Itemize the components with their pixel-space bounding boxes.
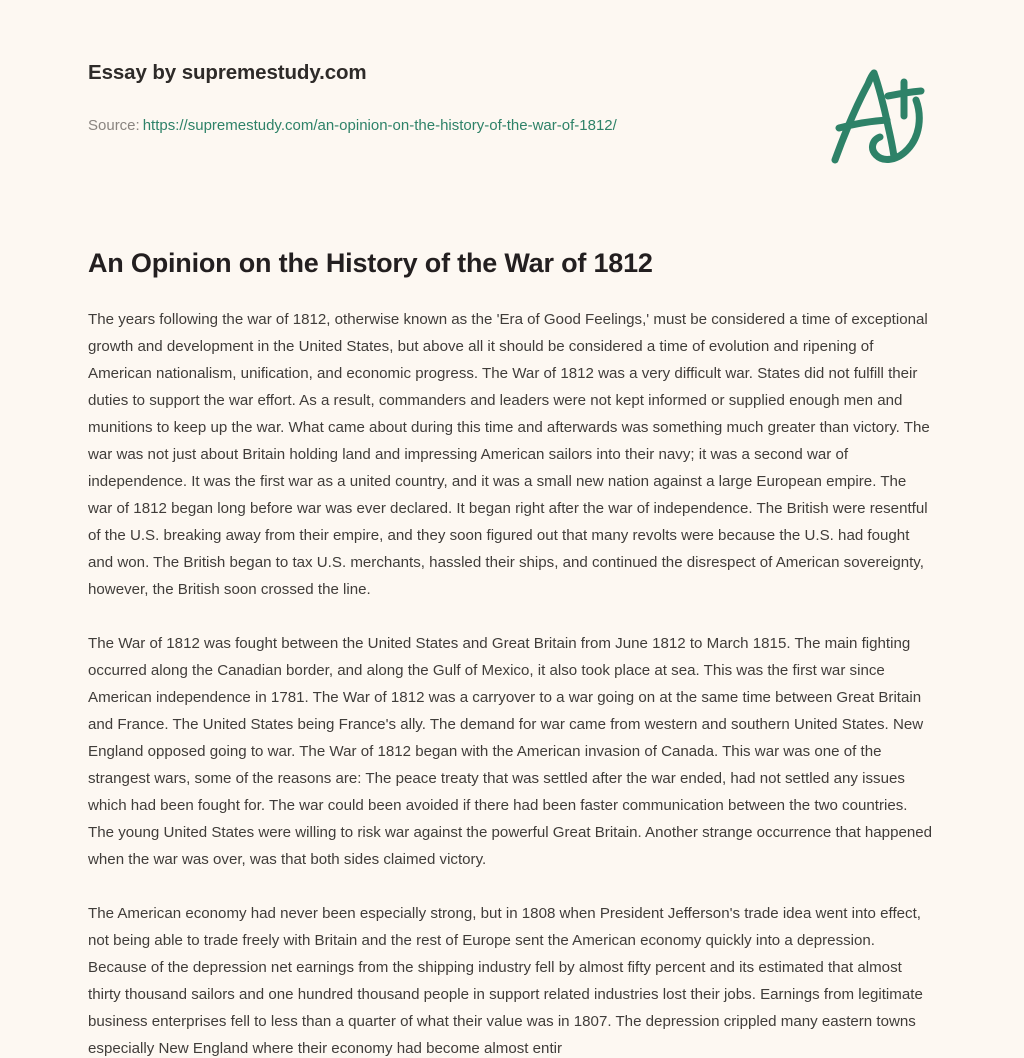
article-paragraph: The War of 1812 was fought between the United States and Great Britain from June 1812 to March 1815. The main fighting occurred along the Canadian border, and along the Gulf of Mexico, it also took place at sea. This was the first war since American independence in 1781. The War of 1812 was a carryover to a war going on at the same time between Great Britain and France. The United States being France's ally. The demand for war came from western and southern United States. New England opposed going to war. The War of 1812 began with the American invasion of Canada. This war was one of the strangest wars, some of the reasons are: The peace treaty that was settled after the war ended, had not settled any issues which had been fought for. The war could been avoided if there had been faster communication between the two countries. The young United States were willing to risk war against the powerful Great Britain. Another strange occurrence that happened when the war was over, was that both sides claimed victory. bbox=[88, 635, 933, 868]
article-container bbox=[88, 246, 933, 1058]
article-paragraph: The years following the war of 1812, otherwise known as the 'Era of Good Feelings,' must be considered a time of exceptional growth and development in the United States, but above all it should be considered a time of evolution and ripening of American nationalism, unification, and economic progress. The War of 1812 was a very difficult war. States did not fulfill their duties to support the war effort. As a result, commanders and leaders were not kept informed or supplied enough men and munitions to keep up the war. What came about during this time and afterwards was something much greater than victory. The war was not just about Britain holding land and impressing American sailors into their navy; it was a second war of independence. It was the first war as a united country, and it was a small new nation against a large European empire. The war of 1812 began long before war was ever declared. It began right after the war of independence. The British were resentful of the U.S. breaking away from their empire, and they soon figured out that many revolts were because the U.S. had fought and won. The British began to tax U.S. merchants, hassled their ships, and continued the disrespect of American sovereignty, however, the British soon crossed the line. bbox=[88, 311, 930, 598]
source-url-link[interactable]: https://supremestudy.com/an-opinion-on-the-history-of-the-war-of-1812/ bbox=[142, 117, 617, 134]
source-attribution bbox=[88, 117, 617, 134]
article-body bbox=[88, 306, 933, 1058]
page-title: An Opinion on the History of the War of 1812 bbox=[88, 248, 653, 278]
source-label: Source: bbox=[88, 117, 140, 134]
page-header bbox=[0, 0, 1024, 200]
a-plus-icon bbox=[812, 54, 930, 170]
article-paragraph: The American economy had never been especially strong, but in 1808 when President Jefferson's trade idea went into effect, not being able to trade freely with Britain and the rest of Europe sent the American economy quickly into a depression. Because of the depression net earnings from the shipping industry fell by almost fifty percent and its estimated that almost thirty thousand sailors and one hundred thousand people in support related industries lost their jobs. Earnings from legitimate business enterprises fell to less than a quarter of what their value was in 1807. The depression crippled many eastern towns especially New England where their economy had become almost entir bbox=[88, 905, 923, 1057]
supremestudy-logo[interactable] bbox=[812, 54, 930, 170]
essay-byline: Essay by supremestudy.com bbox=[88, 61, 367, 84]
